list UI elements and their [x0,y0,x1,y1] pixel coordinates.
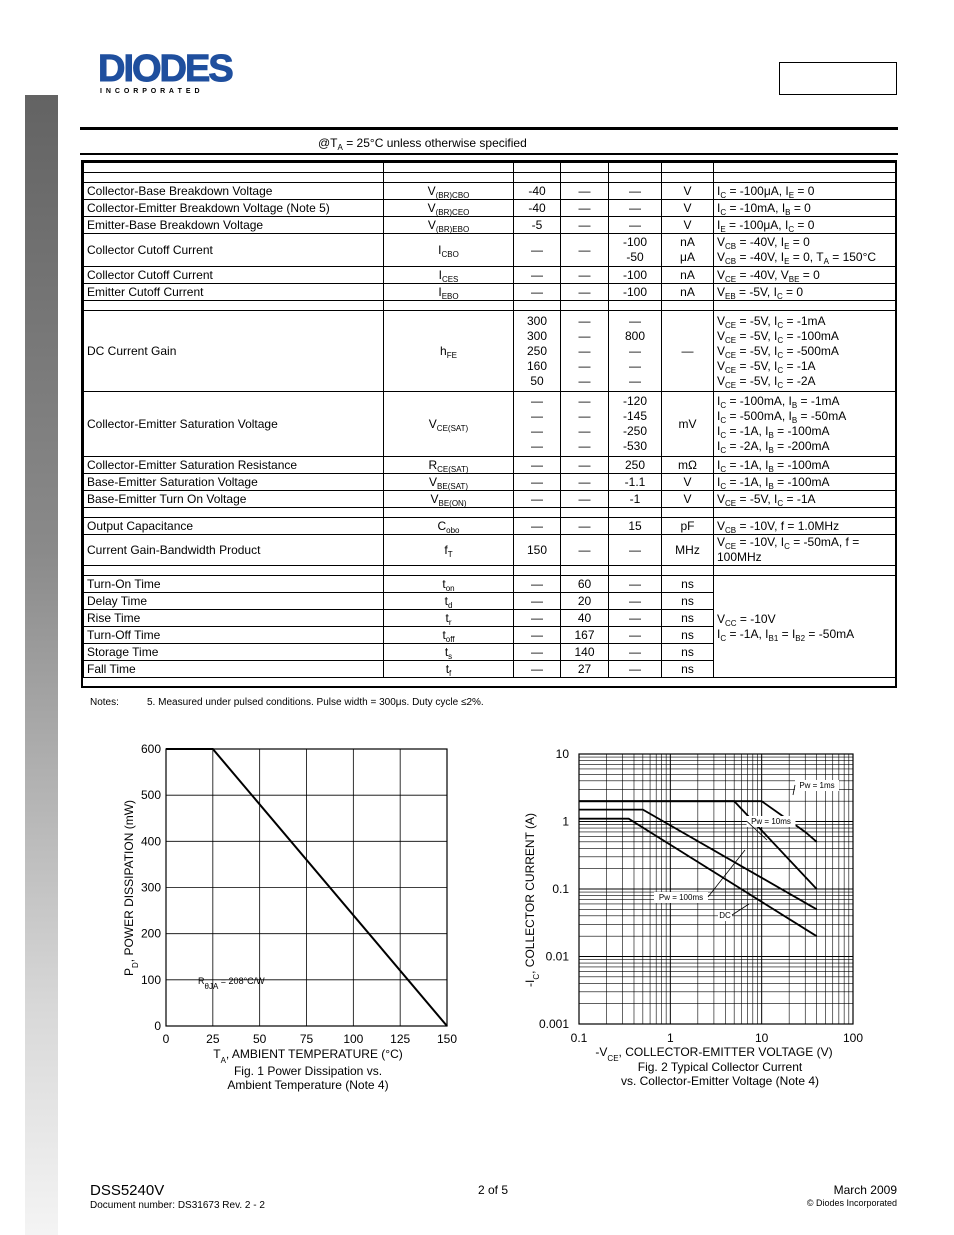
y-tick-label: 10 [555,747,569,761]
unit-cell: V [662,200,714,217]
test-condition-cell: $V_{CE} = -5V$, $I_C = -1A$ [714,491,897,508]
min-cell: — [514,284,561,301]
symbol-cell: $C_{obo}$ [384,518,514,535]
typ-cell: 140 [561,644,609,661]
x-tick-label: 0 [162,1032,170,1046]
series-label-leader [793,785,795,795]
typ-cell: — [561,183,609,200]
test-condition-note: $@T_A = 25^\circ C$ unless otherwise specified [318,136,527,152]
y-tick-label: 600 [140,742,161,756]
min-cell: — [514,518,561,535]
logo-text: DIODES [98,50,232,90]
unit-cell: V [662,474,714,491]
unit-cell: MHz [662,535,714,566]
unit-cell: mV [662,392,714,457]
table-row [84,535,897,566]
typ-cell: — — — — [561,392,609,457]
x-tick-label: 25 [206,1032,220,1046]
parameter-cell: Fall Time [84,661,384,678]
y-tick-label: 0.1 [552,882,569,896]
min-cell: -40 [514,200,561,217]
max-cell: -1 [609,491,662,508]
max-cell: — [609,535,662,566]
x-tick-label: 150 [436,1032,458,1046]
min-cell: — [514,644,561,661]
table-row [84,392,897,457]
symbol-cell: $V_{(BR)CEO}$ [384,200,514,217]
max-cell: 250 [609,457,662,474]
test-condition-cell: $V_{CE} = -10V$, $I_C = -50mA$, f = 100MHz [714,535,897,566]
figure-caption-line1: Fig. 1 Power Dissipation vs. [233,1064,383,1078]
footer-copyright: © Diodes Incorporated [806,1198,897,1208]
unit-cell: pF [662,518,714,535]
parameter-cell: Delay Time [84,593,384,610]
max-cell: -100 [609,267,662,284]
typ-cell: — [561,217,609,234]
series-label: Pw = 1ms [799,781,835,790]
logo-subtext: I N C O R P O R A T E D [100,88,201,95]
table-row [84,491,897,508]
x-tick-label: 10 [754,1031,769,1045]
typ-cell: — [561,535,609,566]
min-cell: — [514,474,561,491]
footer-document-number: Document number: DS31673 Rev. 2 - 2 [90,1200,265,1211]
symbol-cell: $t_{off}$ [384,627,514,644]
symbol-cell: $t_d$ [384,593,514,610]
unit-cell: ns [662,593,714,610]
symbol-cell: $V_{CE(SAT)}$ [384,392,514,457]
x-tick-label: 125 [390,1032,411,1046]
section-spacer-row [84,508,897,518]
symbol-cell: $V_{BE(SAT)}$ [384,474,514,491]
max-cell: -120 -145 -250 -530 [609,392,662,457]
table-row [84,576,897,593]
typ-cell: 40 [561,610,609,627]
parameter-cell: Rise Time [84,610,384,627]
y-tick-label: 400 [140,834,161,849]
min-cell: — [514,576,561,593]
notes [90,697,484,708]
parameter-cell: Collector Cutoff Current [84,267,384,284]
y-axis-label: $P_D$, POWER DISSIPATION (mW) [122,799,140,977]
unit-cell: V [662,491,714,508]
max-cell: — [609,200,662,217]
unit-cell: ns [662,627,714,644]
max-cell: — [609,593,662,610]
unit-cell: mΩ [662,457,714,474]
x-axis-label: $T_A$, AMBIENT TEMPERATURE (°C) [213,1047,403,1065]
x-tick-label: 1 [666,1031,674,1045]
parameter-cell: Output Capacitance [84,518,384,535]
max-cell: — [609,576,662,593]
table-row [84,311,897,392]
max-cell: — 800 — — — [609,311,662,392]
company-logo [98,50,270,101]
y-tick-label: 1 [562,814,569,829]
min-cell: 300 300 250 160 50 [514,311,561,392]
parameter-cell: Turn-On Time [84,576,384,593]
max-cell: -100 -50 [609,234,662,267]
table-row [84,474,897,491]
x-axis-label: $-V_{CE}$, COLLECTOR-EMITTER VOLTAGE (V) [595,1045,833,1063]
min-cell: 150 [514,535,561,566]
min-cell: — [514,457,561,474]
x-tick-label: 50 [252,1032,267,1046]
section-spacer-row [84,301,897,311]
symbol-cell: $I_{EBO}$ [384,284,514,301]
min-cell: — [514,610,561,627]
y-tick-label: 200 [140,926,161,941]
typ-cell: — [561,267,609,284]
typ-cell: 167 [561,627,609,644]
table-top-rule [80,153,898,155]
typ-cell: — — — — — [561,311,609,392]
test-condition-cell: $I_C = -100mA$, $I_B = -1mA$ $I_C = -500mA$, $I_B = -50mA$ $I_C = -1A$, $I_B = -100mA$ $I_C = -2A$, $I_B = -200mA$ [714,392,897,457]
symbol-cell: $t_{on}$ [384,576,514,593]
figure-caption-line2: vs. Collector-Emitter Voltage (Note 4) [620,1074,820,1088]
figure-caption-line1: Fig. 2 Typical Collector Current [637,1060,803,1074]
unit-cell: ns [662,661,714,678]
test-condition-cell: $V_{CB} = -10V$, f = 1.0MHz [714,518,897,535]
test-condition-cell: $V_{EB} = -5V$, $I_C = 0$ [714,284,897,301]
table-row [84,518,897,535]
y-axis-label: $-I_C$, COLLECTOR CURRENT (A) [523,812,541,988]
unit-cell: ns [662,576,714,593]
y-tick-label: 300 [140,880,161,895]
min-cell: — [514,234,561,267]
typ-cell: — [561,284,609,301]
test-condition-cell: $I_C = -1A$, $I_B = -100mA$ [714,474,897,491]
typ-cell: 20 [561,593,609,610]
table-row [84,234,897,267]
parameter-cell: Turn-Off Time [84,627,384,644]
parameter-cell: Emitter-Base Breakdown Voltage [84,217,384,234]
symbol-cell: $I_{CBO}$ [384,234,514,267]
x-tick-label: 100 [343,1032,364,1046]
figure-caption-line2: Ambient Temperature (Note 4) [227,1078,389,1092]
typ-cell: — [561,491,609,508]
unit-cell: V [662,183,714,200]
y-tick-label: 0.001 [538,1017,569,1031]
parameter-cell: Collector-Emitter Saturation Resistance [84,457,384,474]
symbol-cell: $h_{FE}$ [384,311,514,392]
typ-cell: — [561,518,609,535]
y-tick-label: 0.01 [545,949,569,964]
header-rule [80,127,898,130]
typ-cell: 27 [561,661,609,678]
electrical-characteristics-table [83,162,897,678]
y-tick-label: 100 [140,972,161,987]
footer-date: March 2009 [833,1183,897,1197]
table-row [84,200,897,217]
max-cell: — [609,217,662,234]
unit-cell: nA μA [662,234,714,267]
max-cell: -1.1 [609,474,662,491]
min-cell: — [514,491,561,508]
series-label: Pw = 10ms [751,817,791,826]
x-tick-label: 75 [299,1032,314,1046]
parameter-cell: DC Current Gain [84,311,384,392]
table-row [84,457,897,474]
min-cell: — [514,593,561,610]
notes-label: Notes: [90,697,119,708]
symbol-cell: $t_s$ [384,644,514,661]
max-cell: — [609,627,662,644]
test-condition-cell: $V_{CC} = -10V$ $I_C = -1A$, $I_{B1} = I_{B2} = -50mA$ [714,576,897,678]
unit-cell: nA [662,284,714,301]
x-tick-label: 0.1 [570,1031,588,1045]
symbol-cell: $V_{BE(ON)}$ [384,491,514,508]
min-cell: -5 [514,217,561,234]
max-cell: — [609,610,662,627]
max-cell: -100 [609,284,662,301]
table-row [84,217,897,234]
test-condition-cell: $I_C = -10mA$, $I_B = 0$ [714,200,897,217]
section-spacer-row [84,566,897,576]
parameter-cell: Collector Cutoff Current [84,234,384,267]
parameter-cell: Collector-Base Breakdown Voltage [84,183,384,200]
min-cell: — [514,627,561,644]
test-condition-cell: $I_E = -100\mu A$, $I_C = 0$ [714,217,897,234]
symbol-cell: $t_r$ [384,610,514,627]
typ-cell: — [561,474,609,491]
test-condition-cell: $V_{CB} = -40V$, $I_E = 0$ $V_{CB} = -40V$, $I_E = 0$, $T_A = 150^\circ C$ [714,234,897,267]
y-tick-label: 0 [154,1019,161,1033]
series-label: Pw = 100ms [658,893,704,902]
note-5: 5. Measured under pulsed conditions. Pulse width = 300μs. Duty cycle ≤2%. [147,697,484,708]
y-tick-label: 500 [140,788,161,803]
table-row [84,284,897,301]
unit-cell: nA [662,267,714,284]
unit-cell: ns [662,610,714,627]
part-number-box [779,62,897,95]
parameter-cell: Collector-Emitter Breakdown Voltage (Note 5) [84,200,384,217]
parameter-cell: Current Gain-Bandwidth Product [84,535,384,566]
test-condition-cell: $V_{CE} = -5V$, $I_C = -1mA$ $V_{CE} = -5V$, $I_C = -100mA$ $V_{CE} = -5V$, $I_C = -500mA$ $V_{CE} = -5V$, $I_C = -1A$ $V_{CE} = -5V$, $I_C = -2A$ [714,311,897,392]
test-condition-cell: $I_C = -100\mu A$, $I_E = 0$ [714,183,897,200]
table-row [84,183,897,200]
parameter-cell: Base-Emitter Saturation Voltage [84,474,384,491]
parameter-cell: Base-Emitter Turn On Voltage [84,491,384,508]
typ-cell: — [561,200,609,217]
table-row [84,267,897,284]
footer-page-number: 2 of 5 [478,1183,509,1197]
min-cell: -40 [514,183,561,200]
series-label: DC [719,911,731,920]
max-cell: 15 [609,518,662,535]
unit-cell: ns [662,644,714,661]
x-tick-label: 100 [842,1031,864,1045]
unit-cell: — [662,311,714,392]
parameter-cell: Collector-Emitter Saturation Voltage [84,392,384,457]
typ-cell: — [561,234,609,267]
chart-collector-current [477,740,954,1110]
symbol-cell: $V_{(BR)CBO}$ [384,183,514,200]
min-cell: — — — — [514,392,561,457]
max-cell: — [609,183,662,200]
unit-cell: V [662,217,714,234]
typ-cell: 60 [561,576,609,593]
rthja-annotation: $R_{\theta JA} = 208^\circ C/W$ [198,976,265,991]
parameter-cell: Storage Time [84,644,384,661]
table-header-row [84,163,897,173]
chart-power-dissipation [0,740,477,1110]
symbol-cell: $V_{(BR)EBO}$ [384,217,514,234]
symbol-cell: $R_{CE(SAT)}$ [384,457,514,474]
symbol-cell: $I_{CES}$ [384,267,514,284]
min-cell: — [514,661,561,678]
test-condition-cell: $V_{CE} = -40V$, $V_{BE} = 0$ [714,267,897,284]
test-condition-cell: $I_C = -1A$, $I_B = -100mA$ [714,457,897,474]
symbol-cell: $t_f$ [384,661,514,678]
section-spacer-row [84,173,897,183]
min-cell: — [514,267,561,284]
footer-part-number: DSS5240V [90,1182,165,1199]
typ-cell: — [561,457,609,474]
symbol-cell: $f_T$ [384,535,514,566]
parameter-cell: Emitter Cutoff Current [84,284,384,301]
max-cell: — [609,644,662,661]
max-cell: — [609,661,662,678]
